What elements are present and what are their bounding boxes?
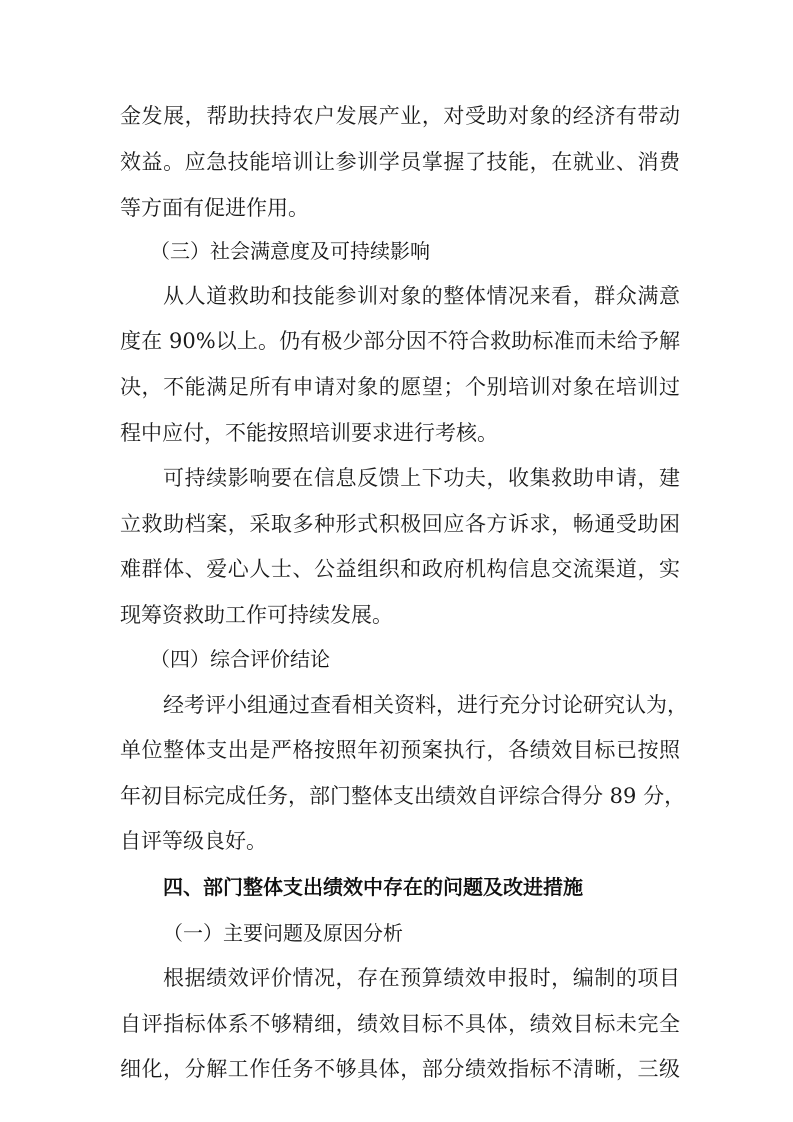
paragraph-line: 细化，分解工作任务不够具体，部分绩效指标不清晰，三级 xyxy=(120,1057,680,1081)
paragraph-line: 金发展，帮助扶持农户发展产业，对受助对象的经济有带动 xyxy=(120,104,680,128)
paragraph-line: 可持续影响要在信息反馈上下功夫，收集救助申请，建 xyxy=(163,466,680,490)
section-heading: （四）综合评价结论 xyxy=(150,647,330,671)
paragraph-line: 效益。应急技能培训让参训学员掌握了技能，在就业、消费 xyxy=(120,150,680,174)
chapter-heading: 四、部门整体支出绩效中存在的问题及改进措施 xyxy=(163,875,583,899)
paragraph-line: 现筹资救助工作可持续发展。 xyxy=(120,603,393,627)
paragraph-line: 程中应付，不能按照培训要求进行考核。 xyxy=(120,421,498,445)
subsection-heading: （一）主要问题及原因分析 xyxy=(163,921,403,945)
paragraph-line: 根据绩效评价情况，存在预算绩效申报时，编制的项目 xyxy=(163,966,680,990)
paragraph-line: 从人道救助和技能参训对象的整体情况来看，群众满意 xyxy=(163,284,680,308)
paragraph-line: 难群体、爱心人士、公益组织和政府机构信息交流渠道，实 xyxy=(120,557,680,581)
paragraph-line: 等方面有促进作用。 xyxy=(120,196,309,220)
paragraph-line: 立救助档案，采取多种形式积极回应各方诉求，畅通受助困 xyxy=(120,512,680,536)
paragraph-line: 决，不能满足所有申请对象的愿望；个别培训对象在培训过 xyxy=(120,375,680,399)
paragraph-line: 自评指标体系不够精细，绩效目标不具体，绩效目标未完全 xyxy=(120,1012,680,1036)
paragraph-line: 自评等级良好。 xyxy=(120,829,267,853)
paragraph-line: 年初目标完成任务，部门整体支出绩效自评综合得分 89 分， xyxy=(120,784,686,808)
section-heading: （三）社会满意度及可持续影响 xyxy=(150,239,430,263)
paragraph-line: 度在 90%以上。仍有极少部分因不符合救助标准而未给予解 xyxy=(120,329,680,353)
paragraph-line: 经考评小组通过查看相关资料，进行充分讨论研究认为， xyxy=(163,693,688,717)
paragraph-line: 单位整体支出是严格按照年初预案执行，各绩效目标已按照 xyxy=(120,738,680,762)
